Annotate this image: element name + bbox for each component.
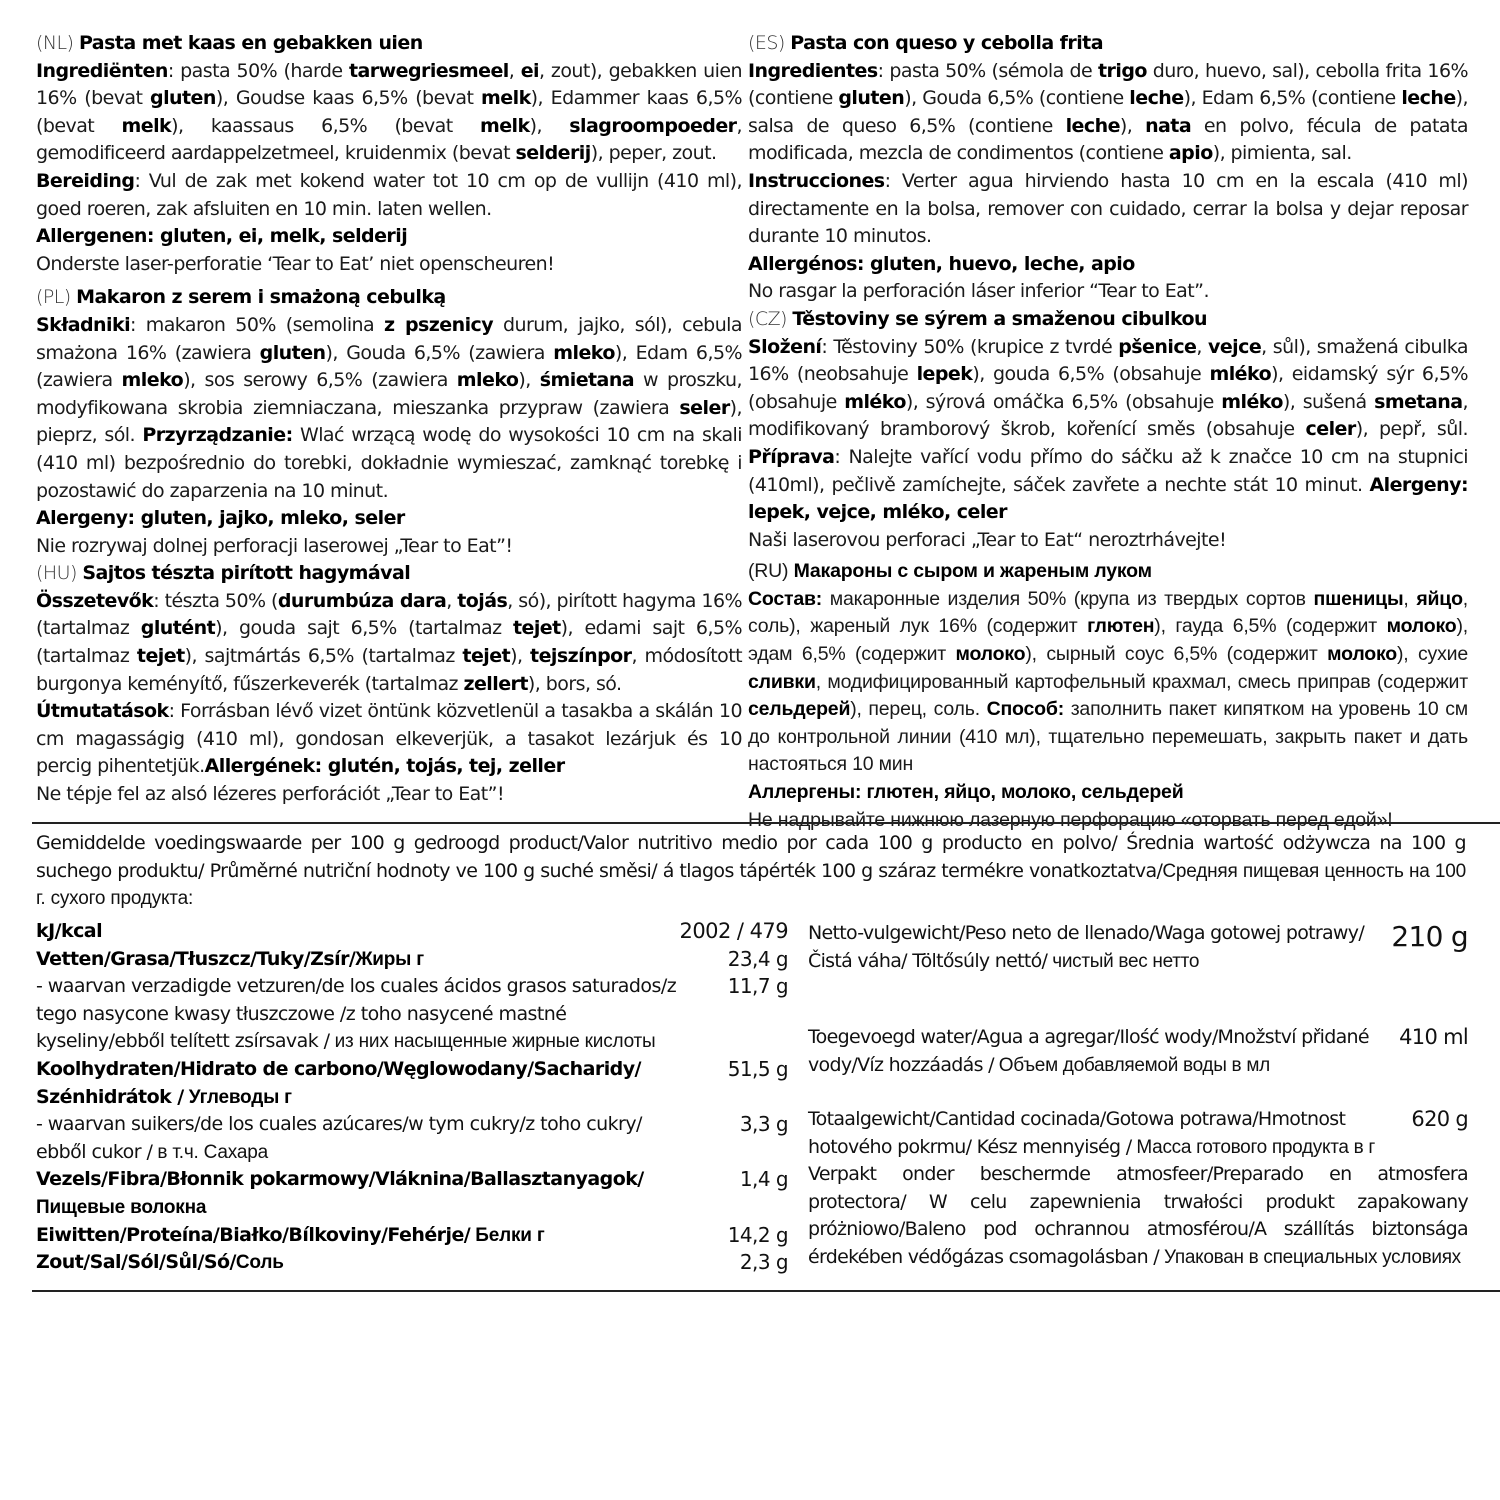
nutrition-label: Vezels/Fibra/Błonnik pokarmowy/Vláknina/Ballasztanyagok/Пищевые волокна: [36, 1168, 644, 1218]
ru-title: Макароны с сыром и жареным луком: [793, 560, 1152, 583]
nutrition-label: - waarvan suikers/de los cuales azúcares/w tym cukry/z toho cukry/ ebből cukor / в т.ч. Сахара: [36, 1113, 642, 1163]
es-title: Pasta con queso y cebolla frita: [790, 32, 1103, 54]
cz-allergens: Alergeny: lepek, vejce, mléko, celer: [748, 473, 1468, 524]
nutrition-label: Vetten/Grasa/Tłuszcz/Tuky/Zsír/Жиры г: [36, 947, 424, 970]
nl-ingredient-text: , gemodificeerd aardappelzetmeel, kruidenmix (bevat: [36, 114, 742, 165]
pl-warning: Nie rozrywaj dolnej perforacji laserowej „Tear to Eat”!: [36, 534, 513, 557]
nutrition-label: kJ/kcal: [36, 920, 103, 942]
ru-heading: (RU) Макароны с сыром и жареным луком: [748, 560, 1152, 583]
hu-warning: Ne tépje fel az alsó lézeres perforációt „Tear to Eat”!: [36, 783, 505, 806]
nutrition-value: 2002 / 479: [679, 919, 788, 943]
nutrition-table: [36, 918, 788, 1277]
nl-warning: Onderste laser-perforatie ‘Tear to Eat’ niet openscheuren!: [36, 252, 555, 275]
section-nl: [36, 30, 742, 278]
nutrition-value: 51,5 g: [727, 1056, 788, 1081]
nutrition-row: [36, 1222, 788, 1250]
hu-heading: (HU) Sajtos tészta pirított hagymával: [36, 562, 411, 585]
es-ingredients: Ingredientes: pasta 50% (sémola de trigo duro, huevo, sal), cebolla frita 16% (contiene gluten), Gouda 6,5% (contiene leche), Edam 6,5% (contiene leche), salsa de queso 6,5% (contiene leche), nata en polvo, fécula de patata modificada, mezcla de condimentos (contiene apio), pimienta, sal.: [748, 59, 1469, 165]
es-warning: No rasgar la perforación láser inferior “Tear to Eat”.: [748, 280, 1209, 303]
cz-ingredients: Složení: Těstoviny 50% (krupice z tvrdé pšenice, vejce, sůl), smažená cibulka 16% (neobsahuje lepek), gouda 6,5% (obsahuje mléko), eidamský sýr 6,5% (obsahuje mléko), sýrová omáčka 6,5% (obsahuje mléko), sušená smetana, modifikovaný bramborový škrob, kořenící směs (obsahuje celer), pepř, sůl. Příprava: Nalejte vařící vodu přímo do sáčku až k značce 10 cm na stupnici (410ml), pečlivě zamíchejte, sáček zavřete a nechte stát 10 minut. Alergeny: lepek, vejce, mléko, celer: [748, 335, 1468, 524]
section-es: [748, 30, 1468, 306]
hu-allergens: Allergének: glutén, tojás, tej, zeller: [204, 755, 565, 778]
cz-warning: Naši laserovou perforaci „Tear to Eat“ neroztrhávejte!: [748, 528, 1227, 551]
nl-ingredient-text: ,: [508, 59, 521, 82]
section-cz: [748, 306, 1468, 554]
nl-ingredient-text: ),: [529, 114, 570, 137]
nl-allergen-term: melk: [121, 114, 172, 137]
cz-title: Těstoviny se sýrem a smaženou cibulkou: [792, 307, 1208, 330]
nl-ingredient-text: ), peper, zout.: [590, 142, 717, 165]
total-weight-value: 620 g: [1411, 1107, 1468, 1131]
left-column: [36, 30, 742, 809]
nl-allergen-term: ei: [520, 59, 540, 82]
pl-prep-label: Przyrządzanie:: [142, 424, 293, 447]
nl-allergen-term: selderij: [515, 142, 591, 165]
nl-ingredient-text: : pasta 50% (harde: [167, 59, 349, 82]
nutrition-row: [36, 973, 788, 1056]
ru-warning: Не надрывайте нижнюю лазерную перфорацию «оторвать перед едой»!: [748, 808, 1393, 831]
hu-preparation: Útmutatások: Forrásban lévő vizet öntünk közvetlenül a tasakba a skálán 10 cm magasságig (410 ml), gondosan elkeverjük, a tasakot lezárjuk és 10 percig pihentetjük.Allergének: glutén, tojás, tej, zeller: [36, 700, 742, 778]
nutrition-value: 14,2 g: [727, 1222, 788, 1247]
nutrition-label: - waarvan verzadigde vetzuren/de los cuales ácidos grasos saturados/z tego nasycone kwasy tłuszczowe /z toho nasycené mastné kyseliny/ebből telített zsírsavak / из них насыщенные жирные кислоты: [36, 975, 677, 1053]
pl-heading: (PL) Makaron z serem i smażoną cebulką: [36, 286, 446, 309]
section-pl: [36, 284, 742, 560]
nutrition-row: [36, 1056, 788, 1111]
nl-heading: (NL) Pasta met kaas en gebakken uien: [36, 32, 423, 54]
nutrition-label: Zout/Sal/Sól/Sůl/Só/Соль: [36, 1251, 284, 1274]
water-value: 410 ml: [1399, 1025, 1468, 1049]
cz-heading: (CZ) Těstoviny se sýrem a smaženou cibulkou: [748, 307, 1208, 330]
nl-allergen-term: tarwegriesmeel: [349, 59, 509, 82]
nl-title: Pasta met kaas en gebakken uien: [78, 32, 423, 54]
nl-ingredient-text: ), kaassaus 6,5% (bevat: [171, 114, 480, 137]
nutrition-row: [36, 946, 788, 974]
nl-ingredient-text: ), Goudse kaas 6,5% (bevat: [215, 87, 482, 110]
nl-ingredient-text: , zout), gebakken uien 16% (bevat: [36, 59, 742, 110]
bottom-divider: [32, 1290, 1500, 1292]
nutrition-value: 11,7 g: [727, 974, 788, 999]
net-weight-label: Netto-vulgewicht/Peso neto de llenado/Waga gotowej potrawy/Čistá váha/ Töltősúly nettó/ чистый вес нетто: [808, 922, 1365, 972]
total-weight-label: Totaalgewicht/Cantidad cocinada/Gotowa potrawa/Hmotnost hotového pokrmu/ Kész mennyiség / Масса готового продукта в г: [808, 1108, 1376, 1158]
nutrition-value: 3,3 g: [739, 1112, 788, 1137]
section-hu: [36, 560, 742, 808]
es-allergens: Allergénos: gluten, huevo, leche, apio: [748, 252, 1135, 275]
water-block: [808, 1024, 1468, 1079]
ru-prep-label: Способ:: [986, 698, 1065, 721]
water-label: Toegevoegd water/Agua a agregar/Ilość wody/Množství přidané vody/Víz hozzáadás / Объем добавляемой воды в мл: [808, 1026, 1369, 1076]
nl-allergen-term: slagroompoeder: [569, 114, 737, 137]
total-weight-block: [808, 1106, 1468, 1272]
nutrition-value: 1,4 g: [739, 1167, 788, 1192]
nutrition-label: Eiwitten/Proteína/Białko/Bílkoviny/Fehérje/ Белки г: [36, 1223, 545, 1246]
nutrition-value: 2,3 g: [739, 1250, 788, 1275]
cz-prep-label: Příprava: [748, 445, 835, 468]
nl-preparation: Bereiding: Vul de zak met kokend water tot 10 cm op de vullijn (410 ml), goed roeren, zak afsluiten en 10 min. laten wellen.: [36, 169, 742, 220]
pl-allergens: Alergeny: gluten, jajko, mleko, seler: [36, 507, 405, 530]
right-column: [748, 30, 1468, 834]
nutrition-row: [36, 1111, 788, 1166]
es-preparation: Instrucciones: Verter agua hirviendo hasta 10 cm en la escala (410 ml) directamente en la bolsa, remover con cuidado, cerrar la bolsa y dejar reposar durante 10 minutos.: [748, 169, 1468, 248]
nutrition-row: [36, 1166, 788, 1221]
nutrition-label: Koolhydraten/Hidrato de carbono/Węglowodany/Sacharidy/ Szénhidrátok / Углеводы г: [36, 1057, 641, 1108]
nutrition-row: [36, 1249, 788, 1277]
hu-ingredients: Összetevők: tészta 50% (durumbúza dara, tojás, só), pirított hagyma 16% (tartalmaz glutént), gouda sajt 6,5% (tartalmaz tejet), edami sajt 6,5% (tartalmaz tejet), sajtmártás 6,5% (tartalmaz tejet), tejszínpor, módosított burgonya keményítő, fűszerkeverék (tartalmaz zellert), bors, só.: [36, 589, 743, 695]
section-ru: [748, 558, 1468, 834]
hu-title: Sajtos tészta pirított hagymával: [82, 562, 411, 585]
net-weight-value: 210 g: [1391, 920, 1468, 953]
ru-allergens: Аллергены: глютен, яйцо, молоко, сельдерей: [748, 781, 1184, 804]
nl-ingredients: Ingrediënten: pasta 50% (harde tarwegriesmeel, ei, zout), gebakken uien 16% (bevat gluten), Goudse kaas 6,5% (bevat melk), Edammer kaas 6,5% (bevat melk), kaassaus 6,5% (bevat melk), slagroompoeder, gemodificeerd aardappelzetmeel, kruidenmix (bevat selderij), peper, zout.: [36, 59, 743, 165]
packaging-note: Verpakt onder beschermde atmosfeer/Preparado en atmosfera protectora/ W celu zapewnienia trwałości produkt zapakowany próżniowo/Baleno pod ochrannou atmosférou/A szállítás biztonsága érdekében védőgázas csomagolásban / Упакован в специальных условиях: [808, 1163, 1468, 1268]
nutrition-intro: Gemiddelde voedingswaarde per 100 g gedroogd product/Valor nutritivo medio por cada 100 g producto en polvo/ Średnia wartość odżywcza na 100 g suchego produktu/ Průměrné nutriční hodnoty ve 100 g suché směsi/ á tlagos tápérték 100 g száraz termékre vonatkoztatva/Средняя пищевая ценность на 100 г. сухого продукта:: [36, 832, 1466, 910]
es-heading: (ES) Pasta con queso y cebolla frita: [748, 32, 1103, 54]
nutrition-row: [36, 918, 788, 946]
nl-allergen-term: gluten: [150, 87, 216, 110]
pl-title: Makaron z serem i smażoną cebulką: [76, 286, 446, 309]
nl-ingredient-text: ), Edammer kaas 6,5% (bevat: [36, 87, 743, 137]
nl-allergen-term: melk: [481, 87, 531, 110]
pl-prep: Wlać wrzącą wodę do wysokości 10 cm na skali (410 ml) bezpośrednio do torebki, dokładnie wymieszać, zamknąć torebkę i pozostawić do zaparzenia na 10 minut.: [36, 424, 742, 502]
pl-ingredients: Składniki: makaron 50% (semolina z pszenicy durum, jajko, sól), cebula smażona 16% (zawiera gluten), Gouda 6,5% (zawiera mleko), Edam 6,5% (zawiera mleko), sos serowy 6,5% (zawiera mleko), śmietana w proszku, modyfikowana skrobia ziemniaczana, mieszanka przypraw (zawiera seler), pieprz, sól. Przyrządzanie: Wlać wrzącą wodę do wysokości 10 cm na skali (410 ml) bezpośrednio do torebki, dokładnie wymieszać, zamknąć torebkę i pozostawić do zaparzenia na 10 minut.: [36, 313, 743, 502]
net-weight-block: [808, 920, 1468, 975]
nutrition-value: 23,4 g: [727, 946, 788, 971]
ru-ingredients: Состав: макаронные изделия 50% (крупа из твердых сортов пшеницы, яйцо, соль), жареный лук 16% (содержит глютен), гауда 6,5% (содержит молоко), эдам 6,5% (содержит молоко), сырный соус 6,5% (содержит молоко), сухие сливки, модифицированный картофельный крахмал, смесь приправ (содержит сельдерей), перец, соль. Способ: заполнить пакет кипятком на уровень 10 см до контрольной линии (410 мл), тщательно перемешать, закрыть пакет и дать настояться 10 мин: [748, 587, 1468, 776]
nl-allergen-term: melk: [479, 114, 530, 137]
section-divider: [32, 822, 1500, 824]
nl-allergens: Allergenen: gluten, ei, melk, selderij: [36, 225, 408, 248]
